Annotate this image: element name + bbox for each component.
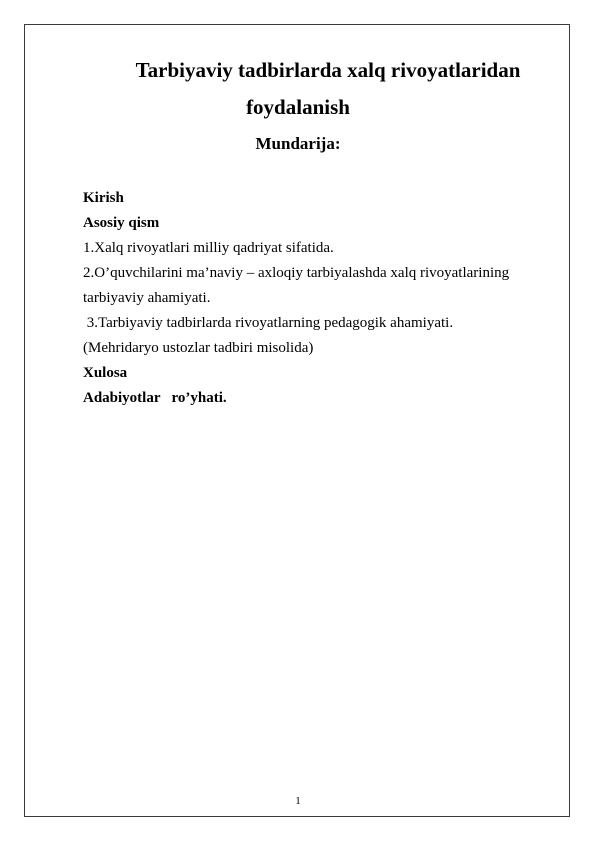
table-of-contents-heading: Mundarija: bbox=[255, 134, 341, 153]
toc-item-section-3: 3.Tarbiyaviy tadbirlarda rivoyatlarning pedagogik ahamiyati. bbox=[83, 315, 454, 331]
table-of-contents bbox=[83, 186, 563, 411]
toc-item-references: Adabiyotlar ro’yhati. bbox=[83, 390, 227, 406]
document-title-line-1: Tarbiyaviy tadbirlarda xalq rivoyatlaridan bbox=[135, 58, 521, 82]
toc-item-section-3-note: (Mehridaryo ustozlar tadbiri misolida) bbox=[83, 340, 314, 356]
document-title-line-2: foydalanish bbox=[246, 95, 350, 119]
toc-item-conclusion: Xulosa bbox=[83, 365, 128, 381]
page-number: 1 bbox=[295, 795, 301, 807]
toc-item-section-1: 1.Xalq rivoyatlari milliy qadriyat sifatida. bbox=[83, 240, 334, 256]
toc-item-introduction: Kirish bbox=[83, 190, 124, 206]
toc-item-main-part: Asosiy qism bbox=[83, 215, 160, 231]
toc-item-section-2-continued: tarbiyaviy ahamiyati. bbox=[83, 290, 211, 306]
toc-item-section-2: 2.O’quvchilarini ma’naviy – axloqiy tarbiyalashda xalq rivoyatlarining bbox=[83, 265, 510, 281]
